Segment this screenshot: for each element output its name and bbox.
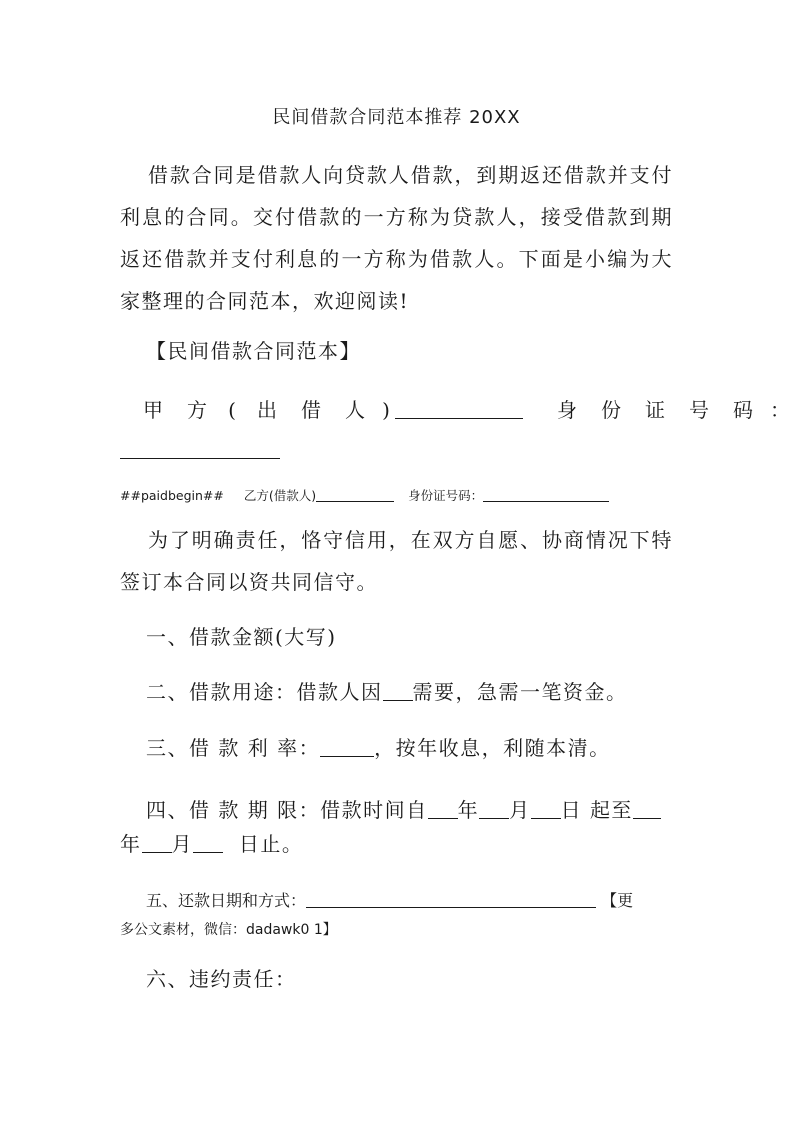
party-a-name-blank xyxy=(395,400,523,419)
item-4-blank xyxy=(193,834,223,853)
item-4-blank xyxy=(428,800,458,819)
party-a-id-char: 身 xyxy=(557,398,577,422)
item-4-blank xyxy=(633,800,661,819)
document-title: 民间借款合同范本推荐 20XX xyxy=(272,107,521,128)
party-b-id-label: 身份证号码： xyxy=(408,488,484,503)
item-1: 一、借款金额(大写) xyxy=(146,625,337,649)
item-6: 六、违约责任： xyxy=(146,967,297,991)
party-a-char: ( xyxy=(228,398,236,422)
item-3-text-after: ，按年收息，利随本清。 xyxy=(374,736,611,760)
item-5-label: 五、还款日期和方式： xyxy=(146,891,307,910)
party-a-id-blank xyxy=(120,440,280,459)
preamble-paragraph: 为了明确责任，恪守信用，在双方自愿、协商情况下特签订本合同以资共同信守。 xyxy=(120,528,673,594)
section-heading: 【民间借款合同范本】 xyxy=(146,339,361,363)
item-4-blank xyxy=(531,800,561,819)
party-a-char: 方 xyxy=(187,398,207,422)
item-4-year: 年 xyxy=(457,798,480,822)
item-5-blank xyxy=(306,893,596,908)
item-4-until: 起至 xyxy=(589,798,633,822)
item-2-text: 二、借款用途：借款人因 xyxy=(146,680,383,704)
item-4-end: 日止。 xyxy=(238,832,304,856)
item-4-blank xyxy=(142,834,172,853)
item-3-rate-blank xyxy=(320,738,374,757)
item-5 xyxy=(146,884,699,918)
item-4-text: 四、借 xyxy=(146,798,211,822)
item-3-text: 三、借 xyxy=(146,736,211,760)
item-3-text: 款 xyxy=(218,736,240,760)
party-a-char: 出 xyxy=(257,398,277,422)
party-a-char: 人 xyxy=(345,398,365,422)
party-a-char: 借 xyxy=(301,398,321,422)
party-b-name-blank xyxy=(316,489,394,502)
item-4-text: 款 xyxy=(218,798,240,822)
item-4-month: 月 xyxy=(171,832,193,856)
item-4-day: 日 xyxy=(560,798,583,822)
party-a-char: 甲 xyxy=(143,398,163,422)
item-4-month: 月 xyxy=(509,798,531,822)
party-a-char: ) xyxy=(382,398,390,422)
paid-marker: ##paidbegin## xyxy=(120,488,224,503)
party-b-line xyxy=(120,486,673,504)
party-a-line xyxy=(131,394,790,423)
party-b-label: 乙方(借款人) xyxy=(243,488,317,503)
party-b-id-blank xyxy=(483,489,609,502)
party-a-id-char: 证 xyxy=(645,398,665,422)
party-a-id-line xyxy=(120,440,280,461)
item-2-blank xyxy=(383,682,413,701)
party-a-id-char: ： xyxy=(770,398,790,422)
item-3-text: 利 xyxy=(247,736,270,760)
item-2 xyxy=(146,671,699,713)
item-4-text: 限：借款时间自 xyxy=(277,798,428,822)
item-4-year: 年 xyxy=(120,832,142,856)
item-5-note: 【更 xyxy=(601,891,634,910)
item-4-blank xyxy=(479,800,509,819)
item-2-text-after: 需要，急需一笔资金。 xyxy=(412,680,628,704)
party-a-id-char: 份 xyxy=(601,398,621,422)
intro-paragraph: 借款合同是借款人向贷款人借款，到期返还借款并支付利息的合同。交付借款的一方称为贷款人，接受借款到期返还借款并支付利息的一方称为借款人。下面是小编为大家整理的合同范本，欢迎阅读! xyxy=(120,163,673,313)
item-3-text: 率： xyxy=(277,736,321,760)
item-5-note-cont: 多公文素材，微信：dadawk0 1】 xyxy=(120,922,337,938)
item-4-text: 期 xyxy=(247,798,270,822)
party-a-id-char: 码 xyxy=(733,398,753,422)
party-a-id-char: 号 xyxy=(689,398,709,422)
item-4-cont xyxy=(120,823,673,865)
item-3 xyxy=(146,727,699,769)
